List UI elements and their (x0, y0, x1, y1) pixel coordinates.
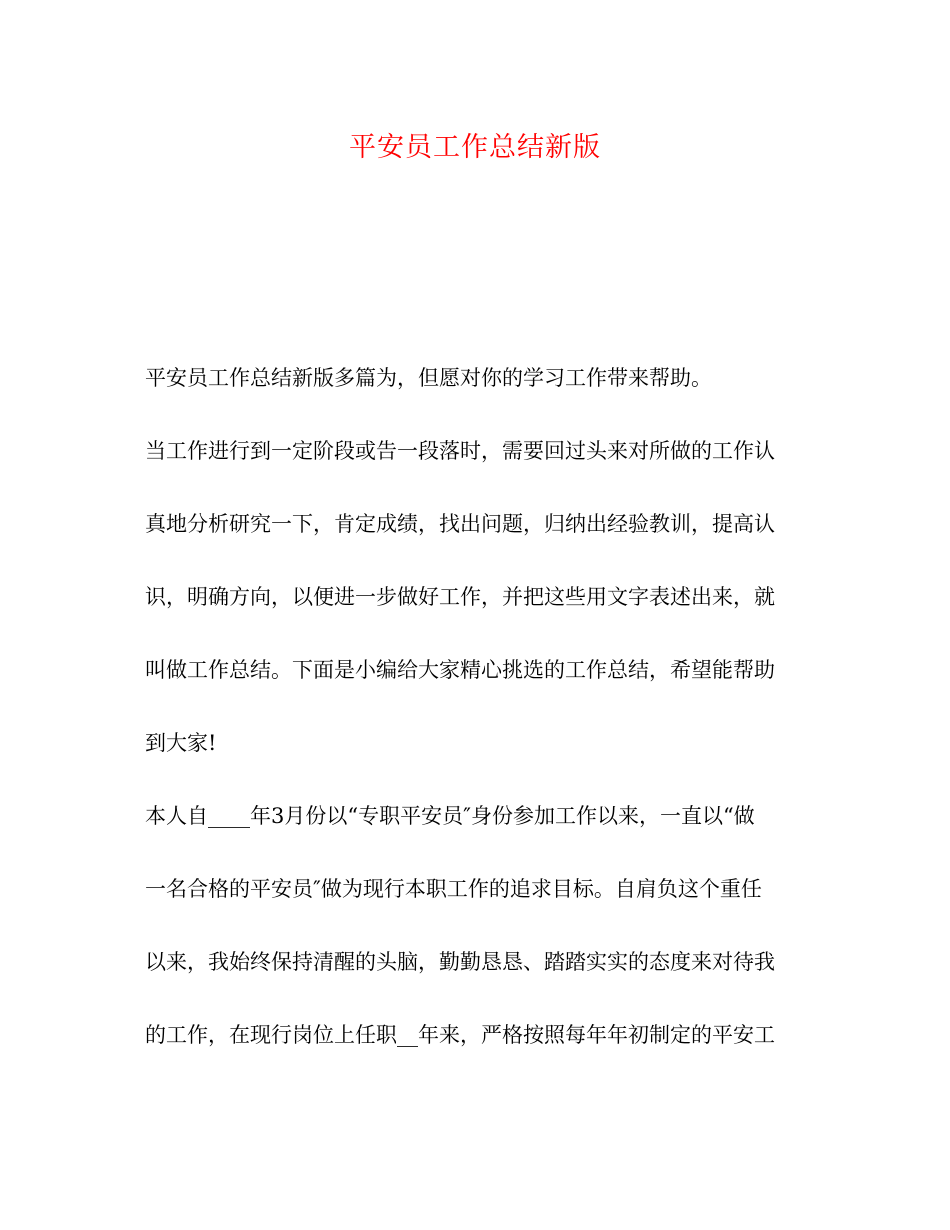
paragraph-line: 当工作进行到一定阶段或告一段落时，需要回过头来对所做的工作认 (145, 439, 775, 463)
paragraph-line: 本人自____年3月份以“专职平安员″身份参加工作以来，一直以“做 (145, 804, 755, 828)
paragraph-line: 叫做工作总结。下面是小编给大家精心挑选的工作总结，希望能帮助 (145, 658, 775, 682)
paragraph-line: 的工作，在现行岗位上任职__年来，严格按照每年年初制定的平安工 (145, 1023, 775, 1047)
paragraph-line: 到大家! (145, 731, 217, 755)
paragraph-line: 一名合格的平安员″做为现行本职工作的追求目标。自肩负这个重任 (145, 877, 762, 901)
paragraph-line: 以来，我始终保持清醒的头脑，勤勤恳恳、踏踏实实的态度来对待我 (145, 950, 775, 974)
document-title: 平安员工作总结新版 (349, 132, 601, 163)
paragraph-line: 平安员工作总结新版多篇为，但愿对你的学习工作带来帮助。 (145, 366, 712, 390)
paragraph-line: 真地分析研究一下，肯定成绩，找出问题，归纳出经验教训，提高认 (145, 512, 775, 536)
paragraph-line: 识，明确方向，以便进一步做好工作，并把这些用文字表述出来，就 (145, 585, 775, 609)
